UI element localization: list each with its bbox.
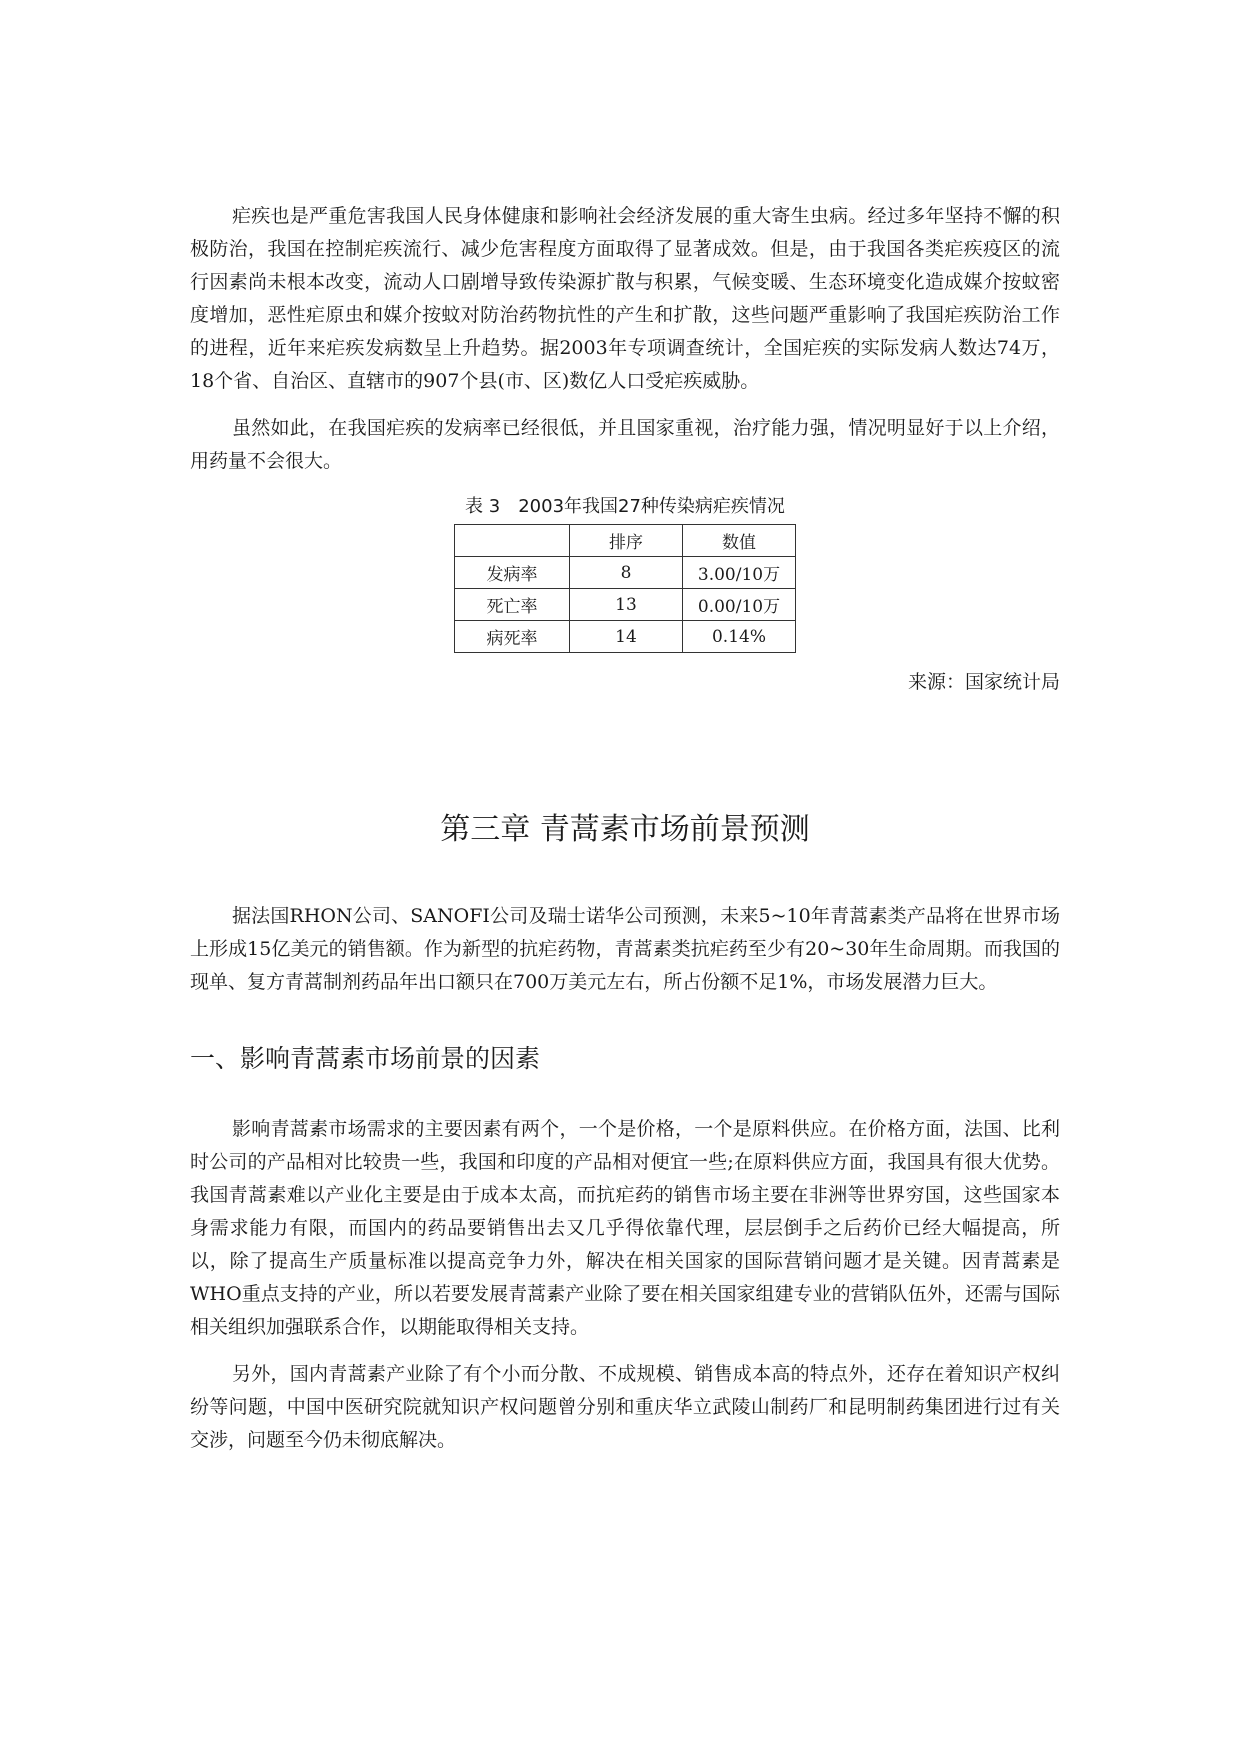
- table-header-cell: 数值: [683, 525, 796, 557]
- table-cell: 13: [570, 589, 683, 621]
- table-header-cell: [455, 525, 570, 557]
- paragraph-market-factors: 影响青蒿素市场需求的主要因素有两个，一个是价格，一个是原料供应。在价格方面，法国、比利时公司的产品相对比较贵一些，我国和印度的产品相对便宜一些;在原料供应方面，我国具有很大优势。我国青蒿素难以产业化主要是由于成本太高，而抗疟药的销售市场主要在非洲等世界穷国，这些国家本身需求能力有限，而国内的药品要销售出去又几乎得依靠代理，层层倒手之后药价已经大幅提高，所以，除了提高生产质量标准以提高竞争力外，解决在相关国家的国际营销问题才是关键。因青蒿素是WHO重点支持的产业，所以若要发展青蒿素产业除了要在相关国家组建专业的营销队伍外，还需与国际相关组织加强联系合作，以期能取得相关支持。: [190, 1118, 1060, 1338]
- table-cell: 发病率: [455, 557, 570, 589]
- paragraph-ip-issues: 另外，国内青蒿素产业除了有个小而分散、不成规模、销售成本高的特点外，还存在着知识产权纠纷等问题，中国中医研究院就知识产权问题曾分别和重庆华立武陵山制药厂和昆明制药集团进行过有关交涉，问题至今仍未彻底解决。: [190, 1363, 1060, 1451]
- table-row: [455, 557, 796, 589]
- table-row: [455, 621, 796, 653]
- table-cell: 14: [570, 621, 683, 653]
- section-title: 一、影响青蒿素市场前景的因素: [190, 1044, 541, 1073]
- table-cell: 0.14%: [683, 621, 796, 653]
- paragraph-malaria-overview: 疟疾也是严重危害我国人民身体健康和影响社会经济发展的重大寄生虫病。经过多年坚持不懈的积极防治，我国在控制疟疾流行、减少危害程度方面取得了显著成效。但是，由于我国各类疟疾疫区的流行因素尚未根本改变，流动人口剧增导致传染源扩散与积累，气候变暖、生态环境变化造成媒介按蚊密度增加，恶性疟原虫和媒介按蚊对防治药物抗性的产生和扩散，这些问题严重影响了我国疟疾防治工作的进程，近年来疟疾发病数呈上升趋势。据2003年专项调查统计，全国疟疾的实际发病人数达74万， 18个省、自治区、直辖市的907个县(市、区)数亿人口受疟疾威胁。: [190, 205, 1060, 392]
- table-header-row: [455, 525, 796, 557]
- table-cell: 0.00/10万: [683, 589, 796, 621]
- table-source: 来源：国家统计局: [907, 671, 1060, 693]
- table-cell: 8: [570, 557, 683, 589]
- table-cell: 死亡率: [455, 589, 570, 621]
- table-row: [455, 589, 796, 621]
- document-page: [190, 200, 1060, 1471]
- table-header-cell: 排序: [570, 525, 683, 557]
- table-cell: 3.00/10万: [683, 557, 796, 589]
- malaria-stats-table: [454, 524, 796, 653]
- table-caption: 表 3 2003年我国27种传染病疟疾情况: [465, 496, 785, 517]
- paragraph-malaria-status: 虽然如此，在我国疟疾的发病率已经很低，并且国家重视，治疗能力强，情况明显好于以上介绍，用药量不会很大。: [190, 417, 1060, 472]
- paragraph-market-forecast: 据法国RHON公司、SANOFI公司及瑞士诺华公司预测，未来5~10年青蒿素类产品将在世界市场上形成15亿美元的销售额。作为新型的抗疟药物，青蒿素类抗疟药至少有20~30年生命周期。而我国的现单、复方青蒿制剂药品年出口额只在700万美元左右，所占份额不足1%，市场发展潜力巨大。: [190, 905, 1060, 993]
- table-cell: 病死率: [455, 621, 570, 653]
- chapter-title: 第三章 青蒿素市场前景预测: [440, 812, 810, 847]
